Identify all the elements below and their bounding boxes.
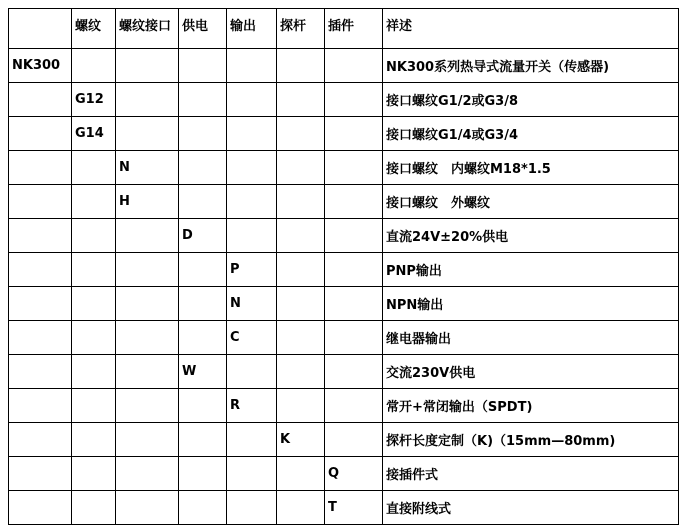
- cell-thread: [72, 49, 116, 83]
- cell-model: [9, 253, 72, 287]
- cell-thread: [72, 185, 116, 219]
- cell-model: [9, 83, 72, 117]
- table-row: [9, 355, 679, 389]
- cell-thread: [72, 423, 116, 457]
- cell-power: [179, 185, 227, 219]
- cell-probe: [277, 49, 325, 83]
- cell-output: [227, 83, 277, 117]
- cell-thread: G12: [72, 83, 116, 117]
- cell-thread: [72, 457, 116, 491]
- table-body: [9, 9, 679, 525]
- cell-description: 接口螺纹G1/2或G3/8: [383, 83, 679, 117]
- table-row: [9, 83, 679, 117]
- cell-thread-interface: [116, 321, 179, 355]
- cell-model: [9, 219, 72, 253]
- cell-model: [9, 423, 72, 457]
- cell-power: [179, 457, 227, 491]
- cell-connector: [325, 253, 383, 287]
- cell-thread-interface: N: [116, 151, 179, 185]
- cell-output: [227, 457, 277, 491]
- cell-description: 接口螺纹 内螺纹M18*1.5: [383, 151, 679, 185]
- cell-probe: [277, 253, 325, 287]
- cell-description: NPN输出: [383, 287, 679, 321]
- cell-model: [9, 287, 72, 321]
- cell-thread-interface: H: [116, 185, 179, 219]
- table-row: [9, 185, 679, 219]
- cell-power: [179, 253, 227, 287]
- cell-connector: [325, 49, 383, 83]
- cell-description: NK300系列热导式流量开关（传感器): [383, 49, 679, 83]
- cell-description: PNP输出: [383, 253, 679, 287]
- table-row: [9, 117, 679, 151]
- header-cell-probe: 探杆: [277, 9, 325, 49]
- cell-probe: [277, 389, 325, 423]
- cell-model: [9, 355, 72, 389]
- cell-thread-interface: [116, 219, 179, 253]
- cell-power: [179, 83, 227, 117]
- cell-connector: T: [325, 491, 383, 525]
- header-cell-thread-interface: 螺纹接口: [116, 9, 179, 49]
- cell-probe: [277, 321, 325, 355]
- cell-power: [179, 423, 227, 457]
- cell-connector: [325, 287, 383, 321]
- header-cell-description: 祥述: [383, 9, 679, 49]
- cell-output: N: [227, 287, 277, 321]
- table-row: [9, 287, 679, 321]
- cell-probe: [277, 185, 325, 219]
- header-cell-output: 输出: [227, 9, 277, 49]
- cell-description: 接口螺纹 外螺纹: [383, 185, 679, 219]
- cell-output: P: [227, 253, 277, 287]
- cell-output: [227, 219, 277, 253]
- table-row: [9, 219, 679, 253]
- cell-connector: [325, 321, 383, 355]
- cell-thread: [72, 253, 116, 287]
- cell-power: [179, 117, 227, 151]
- header-row: [9, 9, 679, 49]
- cell-description: 接插件式: [383, 457, 679, 491]
- cell-probe: K: [277, 423, 325, 457]
- table-row: [9, 151, 679, 185]
- cell-probe: [277, 219, 325, 253]
- cell-description: 直接附线式: [383, 491, 679, 525]
- cell-probe: [277, 83, 325, 117]
- table-row: [9, 49, 679, 83]
- cell-description: 常开+常闭输出（SPDT): [383, 389, 679, 423]
- cell-connector: [325, 355, 383, 389]
- cell-connector: [325, 219, 383, 253]
- cell-thread-interface: [116, 491, 179, 525]
- cell-description: 接口螺纹G1/4或G3/4: [383, 117, 679, 151]
- cell-output: [227, 49, 277, 83]
- cell-output: [227, 151, 277, 185]
- cell-model: [9, 457, 72, 491]
- cell-probe: [277, 355, 325, 389]
- cell-probe: [277, 491, 325, 525]
- table-row: [9, 253, 679, 287]
- cell-thread-interface: [116, 389, 179, 423]
- cell-connector: [325, 83, 383, 117]
- cell-probe: [277, 457, 325, 491]
- cell-model: [9, 321, 72, 355]
- header-cell-connector: 插件: [325, 9, 383, 49]
- cell-thread-interface: [116, 355, 179, 389]
- cell-output: C: [227, 321, 277, 355]
- cell-probe: [277, 151, 325, 185]
- cell-output: [227, 491, 277, 525]
- cell-thread-interface: [116, 287, 179, 321]
- cell-thread: [72, 219, 116, 253]
- cell-power: [179, 49, 227, 83]
- cell-description: 探杆长度定制（K)（15mm—80mm): [383, 423, 679, 457]
- cell-probe: [277, 287, 325, 321]
- cell-model: [9, 185, 72, 219]
- header-cell-blank: [9, 9, 72, 49]
- cell-model: [9, 491, 72, 525]
- cell-output: [227, 355, 277, 389]
- cell-power: [179, 491, 227, 525]
- cell-power: [179, 321, 227, 355]
- cell-power: [179, 287, 227, 321]
- header-cell-thread: 螺纹: [72, 9, 116, 49]
- table-row: [9, 491, 679, 525]
- cell-thread-interface: [116, 457, 179, 491]
- cell-thread-interface: [116, 117, 179, 151]
- cell-description: 继电器输出: [383, 321, 679, 355]
- cell-connector: [325, 185, 383, 219]
- header-cell-power: 供电: [179, 9, 227, 49]
- cell-model: [9, 389, 72, 423]
- cell-connector: Q: [325, 457, 383, 491]
- cell-thread: [72, 389, 116, 423]
- cell-thread: [72, 491, 116, 525]
- cell-thread: [72, 287, 116, 321]
- cell-power: [179, 151, 227, 185]
- cell-connector: [325, 423, 383, 457]
- cell-model: [9, 151, 72, 185]
- spec-table: [8, 8, 679, 525]
- table-row: [9, 457, 679, 491]
- cell-output: [227, 117, 277, 151]
- cell-thread-interface: [116, 49, 179, 83]
- cell-thread: [72, 355, 116, 389]
- cell-thread-interface: [116, 423, 179, 457]
- cell-model: [9, 117, 72, 151]
- cell-output: [227, 185, 277, 219]
- cell-output: R: [227, 389, 277, 423]
- cell-thread-interface: [116, 253, 179, 287]
- cell-thread: G14: [72, 117, 116, 151]
- cell-connector: [325, 151, 383, 185]
- cell-power: [179, 389, 227, 423]
- cell-model: NK300: [9, 49, 72, 83]
- cell-connector: [325, 117, 383, 151]
- cell-thread: [72, 151, 116, 185]
- cell-thread: [72, 321, 116, 355]
- cell-power: D: [179, 219, 227, 253]
- cell-connector: [325, 389, 383, 423]
- cell-description: 交流230V供电: [383, 355, 679, 389]
- table-row: [9, 423, 679, 457]
- cell-thread-interface: [116, 83, 179, 117]
- cell-output: [227, 423, 277, 457]
- cell-power: W: [179, 355, 227, 389]
- cell-description: 直流24V±20%供电: [383, 219, 679, 253]
- table-row: [9, 321, 679, 355]
- table-row: [9, 389, 679, 423]
- cell-probe: [277, 117, 325, 151]
